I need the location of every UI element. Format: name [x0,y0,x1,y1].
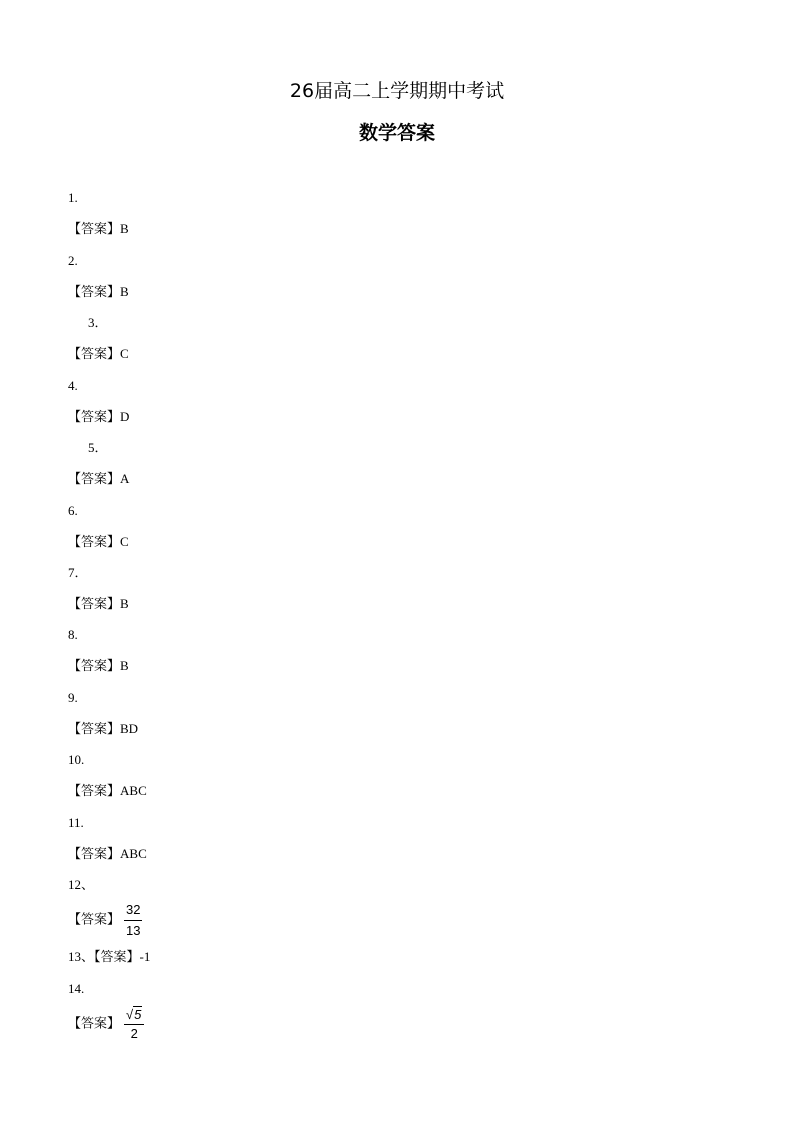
question-number: 3． [88,315,108,330]
answer-label: 【答案】 [68,285,121,300]
answer-line [68,221,129,238]
fraction-denominator: 2 [130,1026,138,1041]
question-number: 6. [68,503,78,518]
question-number: 10. [68,752,85,767]
radical-sign: √ [126,1007,134,1022]
answer-line [68,658,129,675]
answer-value: B [120,221,129,236]
answer-value: B [120,658,129,673]
answer-line [68,534,129,551]
question-number: 2. [68,253,78,268]
question-number: 7． [68,565,88,580]
answer-line [68,846,147,863]
answer-line [68,721,138,738]
answer-value: ABC [120,783,147,798]
answer-label: 【答案】 [68,535,121,550]
document-subtitle: 数学答案 [358,122,435,144]
answer-value: A [120,471,130,486]
answer-value: ABC [120,846,147,861]
document-title: 26届高二上学期期中考试 [289,80,505,102]
question-number: 1. [68,190,78,205]
answer-value: C [120,534,129,549]
answer-line [68,409,129,426]
answer-label: 【答案】 [68,659,121,674]
question-number: 5． [88,440,108,455]
answer-label: 【答案】 [68,410,121,425]
radicand: 5 [134,1007,142,1022]
answer-label: 【答案】 [68,784,121,799]
answer-line [68,471,129,488]
question-number: 12、 [68,877,95,892]
question-number: 9. [68,690,78,705]
answer-value: BD [120,721,139,736]
answer-value: D [120,409,130,424]
answer-label: 【答案】 [68,912,121,928]
answer-value: C [120,346,129,361]
fraction [124,1007,144,1042]
question-number: 4. [68,378,78,393]
answer-line [68,346,129,363]
answer-label: 【答案】 [68,722,121,737]
answer-label: 【答案】 [68,597,121,612]
question-number: 8. [68,627,78,642]
answer-line [68,1007,144,1042]
answer-label: 【答案】 [68,1016,121,1032]
question-number: 14. [68,981,85,996]
answer-label: 【答案】 [94,950,140,965]
answer-value: B [120,596,129,611]
answer-value: -1 [139,949,151,964]
answer-label: 【答案】 [68,472,121,487]
answer-value: B [120,284,129,299]
question-number: 11. [68,815,84,830]
question-number: 13、 [68,949,95,964]
answer-line [68,949,150,966]
fraction-denominator: 13 [126,923,141,938]
answer-label: 【答案】 [68,347,121,362]
answer-line [68,284,129,301]
square-root [126,1007,142,1023]
answer-line [68,901,142,940]
answer-label: 【答案】 [68,847,121,862]
answer-line [68,783,147,800]
answer-label: 【答案】 [68,222,121,237]
fraction-numerator [124,1007,144,1025]
answer-line [68,596,129,613]
fraction-numerator: 32 [124,901,142,921]
fraction [124,901,142,940]
